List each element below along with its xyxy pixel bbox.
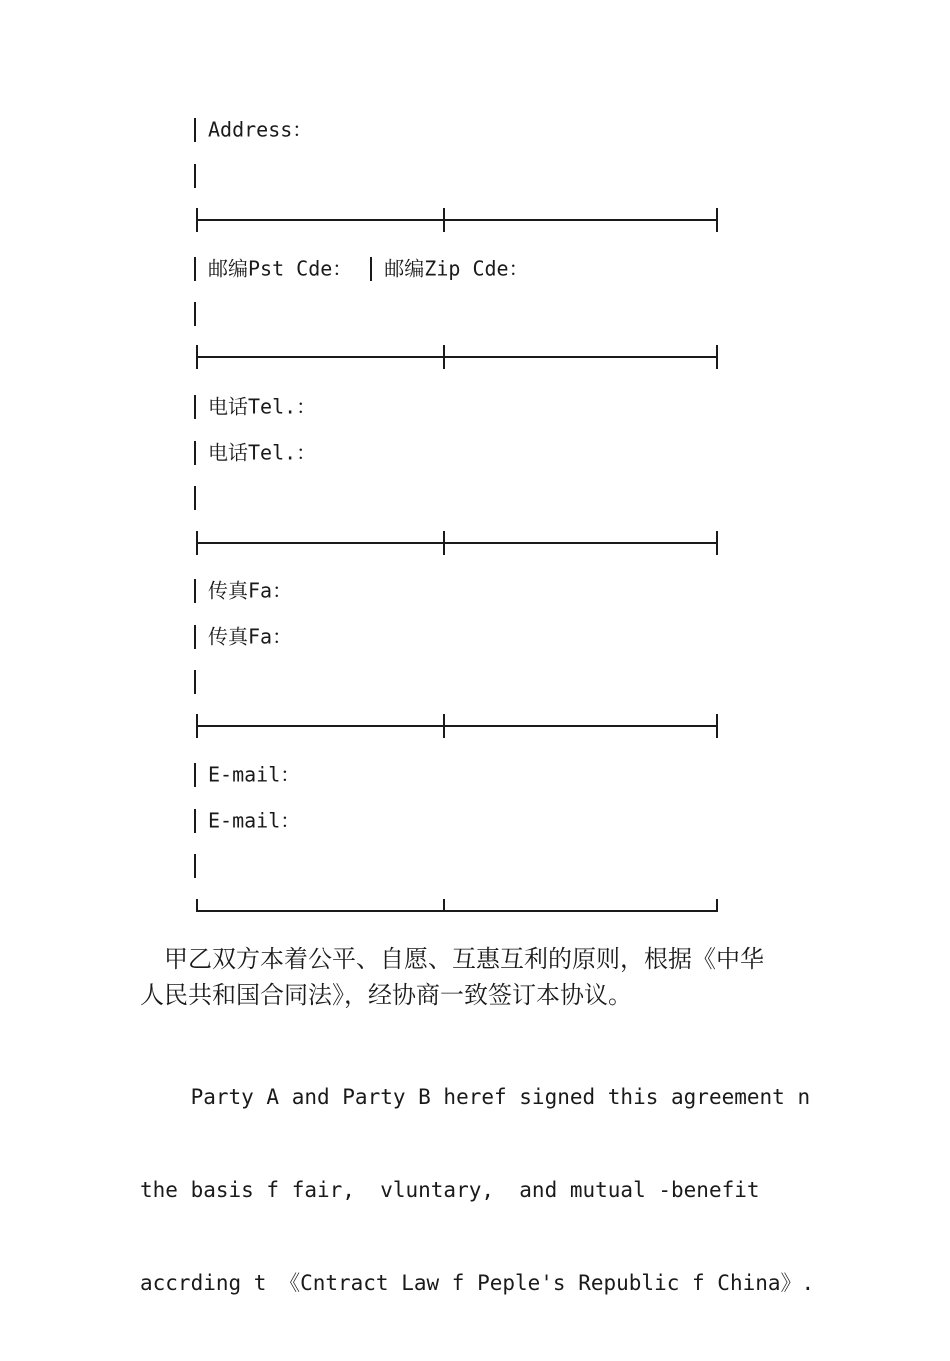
email-label-party-b: E-mail： (208, 808, 301, 833)
fax-label-party-b: 传真Fa： (208, 624, 293, 649)
table-divider (196, 345, 718, 369)
table-border (194, 257, 196, 281)
preamble-chinese (140, 941, 820, 1013)
preamble-english (140, 1020, 840, 1361)
address-row (194, 114, 312, 142)
postcode-row (194, 253, 529, 281)
address-label: Address： (208, 117, 313, 142)
empty-row (194, 850, 208, 878)
fax-label-party-a: 传真Fa： (208, 578, 293, 603)
table-border (194, 763, 196, 787)
preamble-english-line: accrding t 《Cntract Law f Peple's Republic f China》. (140, 1271, 815, 1295)
email-row-party-a (194, 759, 300, 787)
preamble-english-line: the basis f fair, vluntary, and mutual -benefit (140, 1178, 760, 1202)
table-border (194, 118, 196, 142)
preamble-english-line: Party A and Party B heref signed this agreement n (140, 1085, 811, 1109)
email-label-party-a: E-mail： (208, 762, 301, 787)
empty-row (194, 160, 208, 188)
table-divider (196, 714, 718, 738)
postcode-label-party-a: 邮编Pst Cde： (208, 256, 353, 281)
table-divider (196, 208, 718, 232)
fax-row-party-a (194, 575, 292, 603)
table-border (194, 164, 196, 188)
table-border (370, 257, 372, 281)
empty-row (194, 666, 208, 694)
table-bottom-border (196, 899, 718, 923)
table-border (194, 486, 196, 510)
postcode-label-party-b: 邮编Zip Cde： (384, 256, 529, 281)
table-border (194, 579, 196, 603)
table-border (194, 809, 196, 833)
tel-label-party-a: 电话Tel.： (208, 394, 317, 419)
tel-row-party-a (194, 391, 316, 419)
table-border (194, 395, 196, 419)
preamble-chinese-line: 甲乙双方本着公平、自愿、互惠互利的原则，根据《中华 (140, 945, 764, 973)
tel-label-party-b: 电话Tel.： (208, 440, 317, 465)
fax-row-party-b (194, 621, 292, 649)
table-border (194, 441, 196, 465)
empty-row (194, 482, 208, 510)
preamble-chinese-line: 人民共和国合同法》，经协商一致签订本协议。 (140, 981, 632, 1009)
empty-row (194, 298, 208, 326)
table-border (194, 625, 196, 649)
table-divider (196, 531, 718, 555)
email-row-party-b (194, 805, 300, 833)
table-border (194, 302, 196, 326)
table-border (194, 854, 196, 878)
table-border (194, 670, 196, 694)
tel-row-party-b (194, 437, 316, 465)
